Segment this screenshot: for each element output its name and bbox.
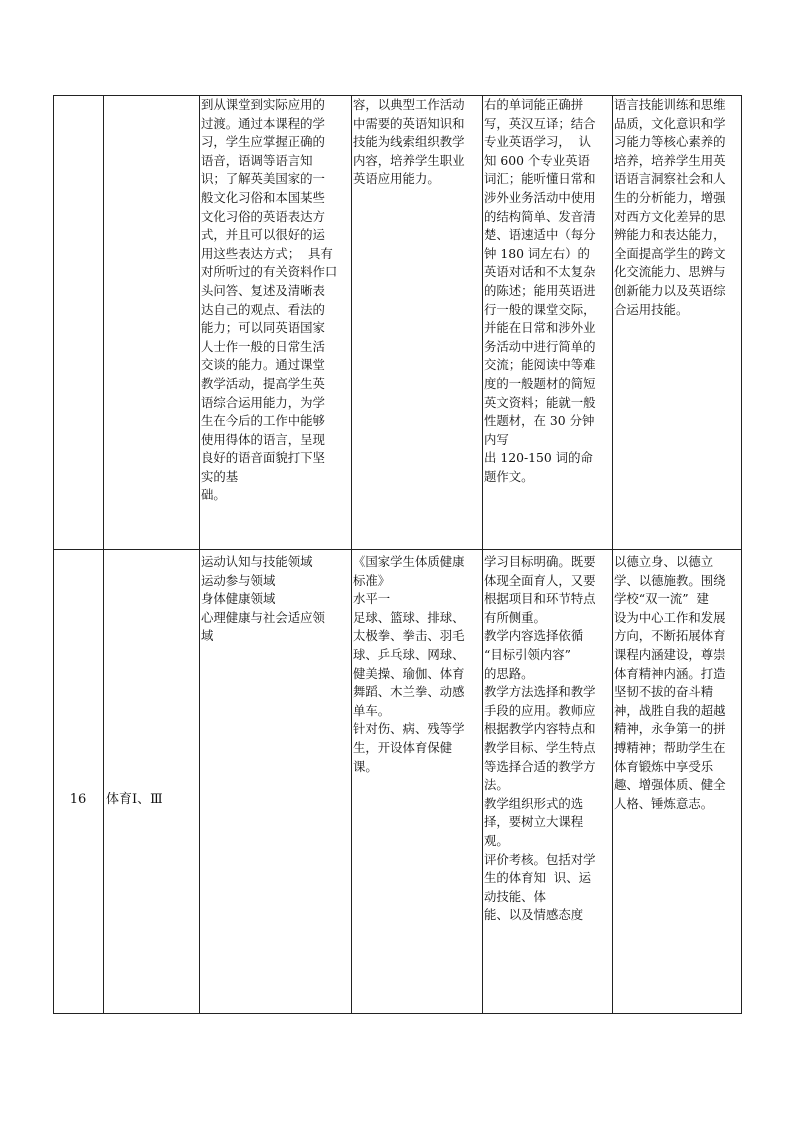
ideology-cell: 语言技能训练和思维 品质，文化意识和学 习能力等核心素养的 培养，培养学生用英 语语言洞察社会和人 生的分析能力，增强 对西方文化差异的思 辨能力和表达能力， 全面提高学生的跨文 化交流能力、思辨与 创新能力以及英语综 合运用技能。 — [614, 97, 726, 317]
table-border-right — [741, 95, 742, 1014]
requirements-cell: 右的单词能正确拼 写，英汉互译；结合 专业英语学习， 认 知 600 个专业英语 词汇；能听懂日常和 涉外业务活动中使用 的结构简单、发音清 楚、语速适中（每分 钟 180 词左右）的 英语对话和不太复杂 的陈述；能用英语进 行一般的课堂交际， 并能在日常和涉外业 务活动中进行简单的 交流；能阅读中等难 度的一般题材的简短 英文资料；能就一般 性题材，在 30 分钟 内写 出 120-150 词的命 题作文。 — [484, 97, 596, 484]
column-divider — [612, 95, 613, 1014]
course-name: 体育Ⅰ、Ⅲ — [106, 792, 163, 807]
column-divider — [199, 95, 200, 1014]
requirements-cell: 学习目标明确。既要 体现全面育人，又要 根据项目和环节特点 有所侧重。 教学内容选择依循 “目标引领内容” 的思路。 教学方法选择和教学 手段的应用。教师应 根据教学内容特点和 教学目标、学生特点 等选择合适的教学方 法。 教学组织形式的选 择，要树立大课程 观。 评价考核。包括对学 生的体育知 识、运 动技能、体 能、以及情感态度 — [484, 554, 596, 923]
content-cell: 《国家学生体质健康 标准》 水平一 足球、篮球、排球、 太极拳、拳击、羽毛 球、乒乓球、网球、 健美操、瑜伽、体育 舞蹈、木兰拳、动感 单车。 针对伤、病、残等学 生，开设体育保健 课。 — [353, 554, 465, 774]
objectives-cell: 运动认知与技能领域 运动参与领域 身体健康领域 心理健康与社会适应领 域 — [201, 554, 325, 644]
content-cell: 容，以典型工作活动 中需要的英语知识和 技能为线索组织教学 内容，培养学生职业 英语应用能力。 — [353, 97, 465, 187]
objectives-cell: 到从课堂到实际应用的 过渡。通过本课程的学 习，学生应掌握正确的 语音，语调等语言知 识；了解英美国家的一 般文化习俗和本国某些 文化习俗的英语表达方 式，并且可以很好的运 用这些表达方式； 具有 对所听过的有关资料作口 头问答、复述及清晰表 达自己的观点、看法的 能力；可以同英语国家 人士作一般的日常生活 交谈的能力。通过课堂 教学活动，提高学生英 语综合运用能力，为学 生在今后的工作中能够 使用得体的语言，呈现 良好的语音面貌打下坚 实的基 础。 — [201, 97, 338, 503]
ideology-cell: 以德立身、以德立 学、以德施教。围绕 学校“双一流” 建 设为中心工作和发展 方向，不断拓展体育 课程内涵建设，尊崇 体育精神内涵。打造 坚韧不拔的奋斗精 神，战胜自我的超越 精神，永争第一的拼 搏精神；帮助学生在 体育锻炼中享受乐 趣、增强体质、健全 人格、锤炼意志。 — [614, 554, 726, 811]
table-border-left — [53, 95, 54, 1014]
table-border-bottom — [53, 1013, 742, 1014]
column-divider — [351, 95, 352, 1014]
column-divider — [482, 95, 483, 1014]
column-divider — [103, 95, 104, 1014]
curriculum-table — [53, 95, 742, 1014]
row-number: 16 — [69, 792, 87, 807]
row-divider — [53, 549, 742, 550]
